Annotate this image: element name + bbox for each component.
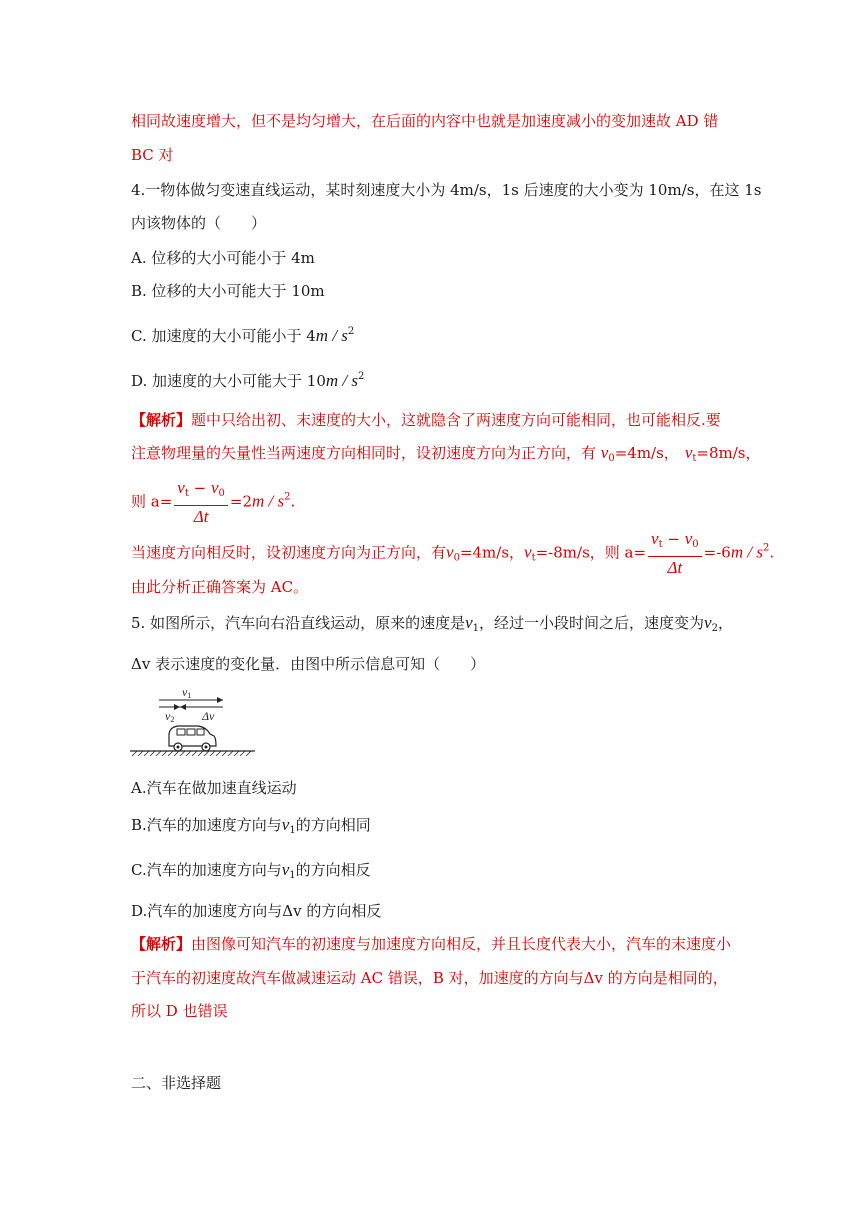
q4-stem-line-2: 内该物体的（ ）: [131, 214, 267, 232]
fig-delta-v-label: Δv: [202, 709, 215, 723]
q4-analysis-line-5: 由此分析正确答案为 AC。: [131, 578, 309, 596]
q4-option-d: D. 加速度的大小可能大于 $10m / s^2$: [131, 371, 365, 390]
q4-option-c: C. 加速度的大小可能小于 $4m / s^2$: [131, 326, 355, 345]
section-title: 二、非选择题: [131, 1074, 222, 1092]
q4-option-b: B. 位移的大小可能大于 10m: [131, 282, 325, 300]
q5-option-b: B.汽车的加速度方向与$v_1$的方向相同: [131, 815, 371, 836]
q5-analysis-line-3: 所以 D 也错误: [131, 1002, 228, 1020]
analysis-label: 【解析】: [131, 411, 192, 429]
v2-arrowhead: [174, 704, 180, 710]
analysis-label: 【解析】: [131, 935, 192, 953]
q5-analysis-line-1: 【解析】由图像可知汽车的初速度与加速度方向相反，并且长度代表大小，汽车的末速度小: [131, 935, 732, 953]
car-wheel: [205, 746, 208, 749]
v1-arrowhead: [217, 697, 223, 703]
prev-answer-line-2: BC 对: [131, 146, 174, 164]
q4-analysis-line-2: 注意物理量的矢量性当两速度方向相同时，设初速度方向为正方向，有 $v_0=4m/s$， $v_t=8m/s$，: [131, 443, 761, 464]
q5-stem-line-1: 5. 如图所示，汽车向右沿直线运动，原来的速度是$v_1$，经过一小段时间之后，速度变为$v_2$，: [131, 613, 733, 634]
fig-v1-label: v1: [182, 685, 192, 700]
car-wheel: [177, 746, 180, 749]
acceleration-fraction: $\frac{v_t - v_0}{\Delta t}$: [648, 529, 702, 578]
q4-option-a: A. 位移的大小可能小于 4m: [131, 249, 315, 267]
prev-answer-line-1: 相同故速度增大，但不是均匀增大，在后面的内容中也就是加速度减小的变加速故 AD 错: [131, 112, 719, 130]
q5-analysis-line-2: 于汽车的初速度故汽车做减速运动 AC 错误，B 对，加速度的方向与Δv 的方向是相同的，: [131, 969, 728, 987]
q5-option-a: A.汽车在做加速直线运动: [131, 779, 297, 797]
ground-hatching: [132, 751, 251, 756]
q5-stem-line-2: Δv 表示速度的变化量．由图中所示信息可知（ ）: [131, 655, 486, 673]
q4-stem-line-1: 4.一物体做匀变速直线运动，某时刻速度大小为 4m/s，1s 后速度的大小变为 10m/s，在这 1s: [131, 181, 762, 199]
car-velocity-figure: [128, 684, 258, 760]
delta-v-arrowhead: [180, 704, 186, 710]
fig-v2-label: v2: [165, 709, 175, 724]
q4-analysis-line-1: 【解析】题中只给出初、末速度的大小，这就隐含了两速度方向可能相同，也可能相反.要: [131, 411, 721, 429]
q4-analysis-line-4: 当速度方向相反时，设初速度方向为正方向，有$v_0=4m/s$，$v_t=-8m/s$，则 a= $\frac{v_t - v_0}{\Delta t}$ $=-6m / s^2$.: [131, 529, 775, 577]
q5-option-d: D.汽车的加速度方向与Δv 的方向相反: [131, 902, 382, 920]
q4-analysis-line-3: 则 a= $\frac{v_t - v_0}{\Delta t}$ $=2m / s^2$.: [131, 478, 296, 526]
q5-option-c: C.汽车的加速度方向与$v_1$的方向相反: [131, 860, 371, 881]
acceleration-fraction: $\frac{v_t - v_0}{\Delta t}$: [174, 478, 228, 527]
